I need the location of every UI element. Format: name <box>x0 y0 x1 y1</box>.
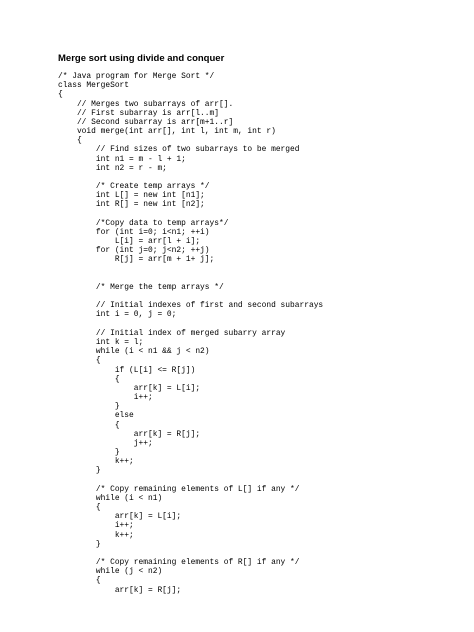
code-line: } <box>58 466 101 476</box>
code-line: } <box>58 539 101 549</box>
code-line: k++; <box>58 457 134 467</box>
code-line <box>58 549 323 558</box>
code-line <box>58 292 323 301</box>
code-line: { <box>58 420 120 430</box>
document-title: Merge sort using divide and conquer <box>58 53 225 64</box>
code-line: /* Create temp arrays */ <box>58 182 210 192</box>
code-line: R[j] = arr[m + 1+ j]; <box>58 255 215 265</box>
code-line: class MergeSort <box>58 81 130 91</box>
code-line: j++; <box>58 438 153 448</box>
code-line: { <box>58 576 101 586</box>
code-line: { <box>58 374 120 384</box>
code-line <box>58 210 323 219</box>
code-line: k++; <box>58 530 134 540</box>
code-line: arr[k] = L[i]; <box>58 512 182 522</box>
code-line: { <box>58 503 101 513</box>
code-line: L[i] = arr[l + i]; <box>58 237 201 247</box>
code-line: void merge(int arr[], int l, int m, int r) <box>58 127 276 137</box>
code-line: { <box>58 356 101 366</box>
code-line: int n1 = m - l + 1; <box>58 154 186 164</box>
code-line: // Merges two subarrays of arr[]. <box>58 99 234 109</box>
code-line: int R[] = new int [n2]; <box>58 200 205 210</box>
code-line: // First subarray is arr[l..m] <box>58 108 219 118</box>
code-line: while (i < n1 && j < n2) <box>58 347 210 357</box>
code-line: for (int i=0; i<n1; ++i) <box>58 227 210 237</box>
code-line: // Find sizes of two subarrays to be merged <box>58 145 300 155</box>
code-line: /* Copy remaining elements of L[] if any */ <box>58 484 300 494</box>
code-line <box>58 274 323 283</box>
code-line: arr[k] = L[i]; <box>58 383 201 393</box>
code-line: int n2 = r - m; <box>58 163 167 173</box>
code-line: i++; <box>58 393 153 403</box>
code-line: // Second subarray is arr[m+1..r] <box>58 117 234 127</box>
code-line: arr[k] = R[j]; <box>58 585 182 595</box>
code-line: while (i < n1) <box>58 493 163 503</box>
code-line: { <box>58 90 63 100</box>
code-line: int L[] = new int [n1]; <box>58 191 205 201</box>
code-line: i++; <box>58 521 134 531</box>
code-block <box>58 72 323 595</box>
code-line: // Initial index of merged subarry array <box>58 328 286 338</box>
code-line: while (j < n2) <box>58 567 163 577</box>
code-line: // Initial indexes of first and second subarrays <box>58 301 324 311</box>
code-line: { <box>58 136 82 146</box>
code-line: } <box>58 402 120 412</box>
code-line: else <box>58 411 134 421</box>
code-line: if (L[i] <= R[j]) <box>58 365 196 375</box>
code-line: /* Merge the temp arrays */ <box>58 282 224 292</box>
code-line <box>58 265 323 274</box>
code-line: /* Copy remaining elements of R[] if any */ <box>58 558 300 568</box>
code-line: arr[k] = R[j]; <box>58 429 201 439</box>
code-line <box>58 476 323 485</box>
code-line: int i = 0, j = 0; <box>58 310 177 320</box>
code-line: /* Java program for Merge Sort */ <box>58 72 215 81</box>
code-line <box>58 173 323 182</box>
code-line: /*Copy data to temp arrays*/ <box>58 218 229 228</box>
code-line: } <box>58 448 120 458</box>
code-line: int k = l; <box>58 337 144 347</box>
code-line <box>58 320 323 329</box>
code-line: for (int j=0; j<n2; ++j) <box>58 246 210 256</box>
